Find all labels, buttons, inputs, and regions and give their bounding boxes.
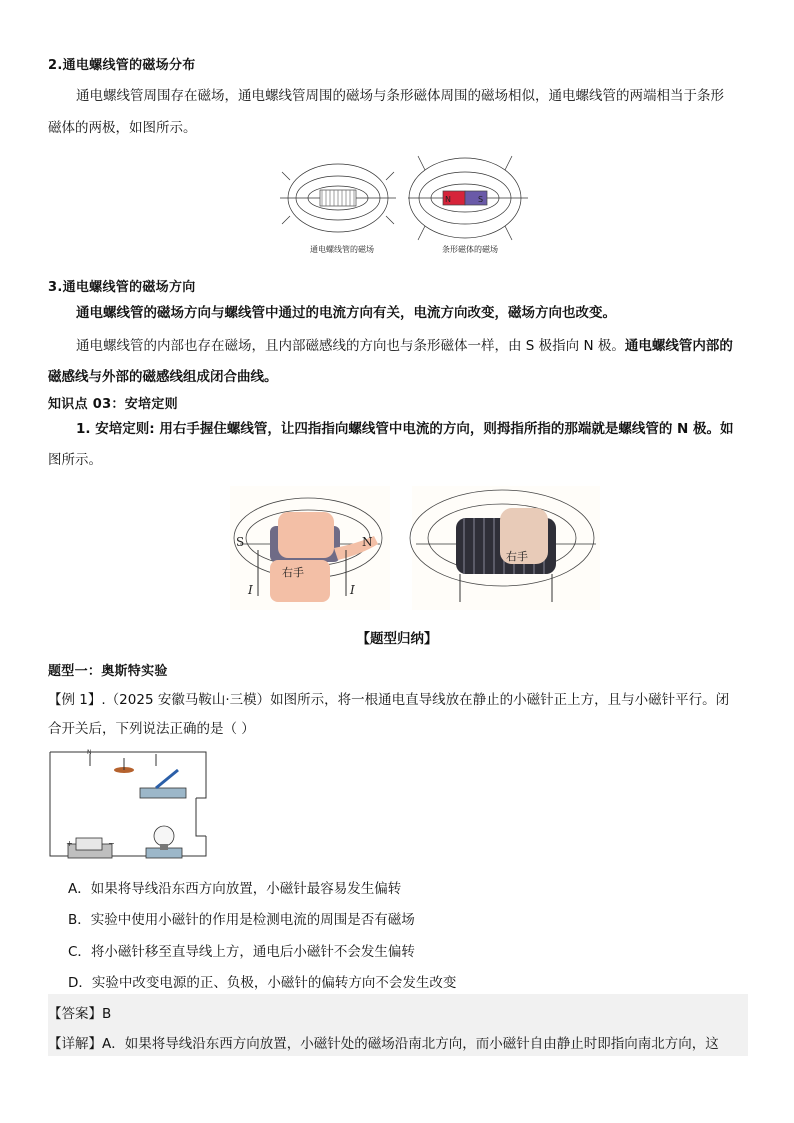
option-a: A．如果将导线沿东西方向放置，小磁针最容易发生偏转: [68, 881, 402, 897]
option-c: C．将小磁针移至直导线上方，通电后小磁针不会发生偏转: [68, 944, 415, 960]
ampere-rule-line2: 图所示。: [48, 452, 102, 468]
hand-diagram-left: [230, 486, 390, 610]
section3-bold-paragraph: 通电螺线管的磁场方向与螺线管中通过的电流方向有关，电流方向改变，磁场方向也改变。: [76, 305, 616, 321]
bar-magnet-figure-caption: 条形磁体的磁场: [442, 245, 498, 254]
circuit-n-label: N: [87, 749, 92, 756]
compass-needle: [87, 749, 156, 773]
summary-title: 【题型归纳】: [356, 631, 438, 647]
solenoid-bar-magnet-figure: [280, 150, 530, 260]
option-b: B．实验中使用小磁针的作用是检测电流的周围是否有磁场: [68, 912, 415, 928]
coil-right-hand-label: 右手: [506, 550, 528, 563]
magnet-s-label: S: [478, 195, 484, 204]
section3-heading: 3.通电螺线管的磁场方向: [48, 280, 196, 295]
section3-paragraph-plain: 通电螺线管的内部也存在磁场，且内部磁感线的方向也与条形磁体一样，由 S 极指向 N 极。: [76, 338, 625, 354]
solenoid-figure-caption: 通电螺线管的磁场: [310, 245, 374, 254]
hand-right-hand-label: 右手: [282, 566, 304, 579]
right-hand-rule-figure: [230, 486, 600, 610]
section2-paragraph-line2: 磁体的两极，如图所示。: [48, 120, 197, 136]
current-label-left: I: [248, 583, 253, 597]
option-d: D．实验中改变电源的正、负极，小磁针的偏转方向不会发生改变: [68, 975, 457, 991]
answer-line: 【答案】B: [48, 1006, 112, 1022]
section2-heading: 2.通电螺线管的磁场分布: [48, 58, 196, 73]
bar-magnet-field-diagram: [408, 156, 528, 240]
battery-icon: [66, 838, 115, 858]
detail-line: 【详解】A．如果将导线沿东西方向放置，小磁针处的磁场沿南北方向，而小磁针自由静止时即指向南北方向，这: [48, 1036, 719, 1052]
type1-heading: 题型一：奥斯特实验: [48, 664, 168, 679]
hand-n-label: N: [362, 535, 373, 549]
section3-paragraph-bold: 通电螺线管内部的: [624, 338, 733, 354]
hand-s-label: S: [236, 535, 245, 549]
bulb-icon: [146, 826, 182, 858]
switch-icon: [140, 770, 186, 798]
coil-diagram-right: [410, 486, 600, 610]
example1-line1: 【例 1】.（2025 安徽马鞍山·三模）如图所示，将一根通电直导线放在静止的小磁针正上方，且与小磁针平行。闭: [48, 692, 730, 708]
magnet-n-label: N: [445, 195, 451, 204]
current-label-right: I: [350, 583, 355, 597]
section3-paragraph-line2: 磁感线与外部的磁感线组成闭合曲线。: [48, 369, 278, 385]
section3-paragraph-line1: [48, 330, 748, 362]
svg-text:+: +: [66, 839, 73, 848]
ampere-rule-line1: 1. 安培定则: 用右手握住螺线管，让四指指向螺线管中电流的方向，则拇指所指的那端就是螺线管的 N 极。如: [76, 421, 734, 437]
solenoid-field-diagram: [280, 164, 396, 232]
example1-line2: 合开关后，下列说法正确的是（ ）: [48, 721, 255, 737]
oersted-circuit-figure: [46, 748, 212, 862]
svg-text:−: −: [108, 839, 115, 848]
knowledge03-heading: 知识点 03：安培定则: [48, 397, 178, 412]
section2-paragraph-line1: 通电螺线管周围存在磁场，通电螺线管周围的磁场与条形磁体周围的磁场相似，通电螺线管的两端相当于条形: [76, 88, 724, 104]
